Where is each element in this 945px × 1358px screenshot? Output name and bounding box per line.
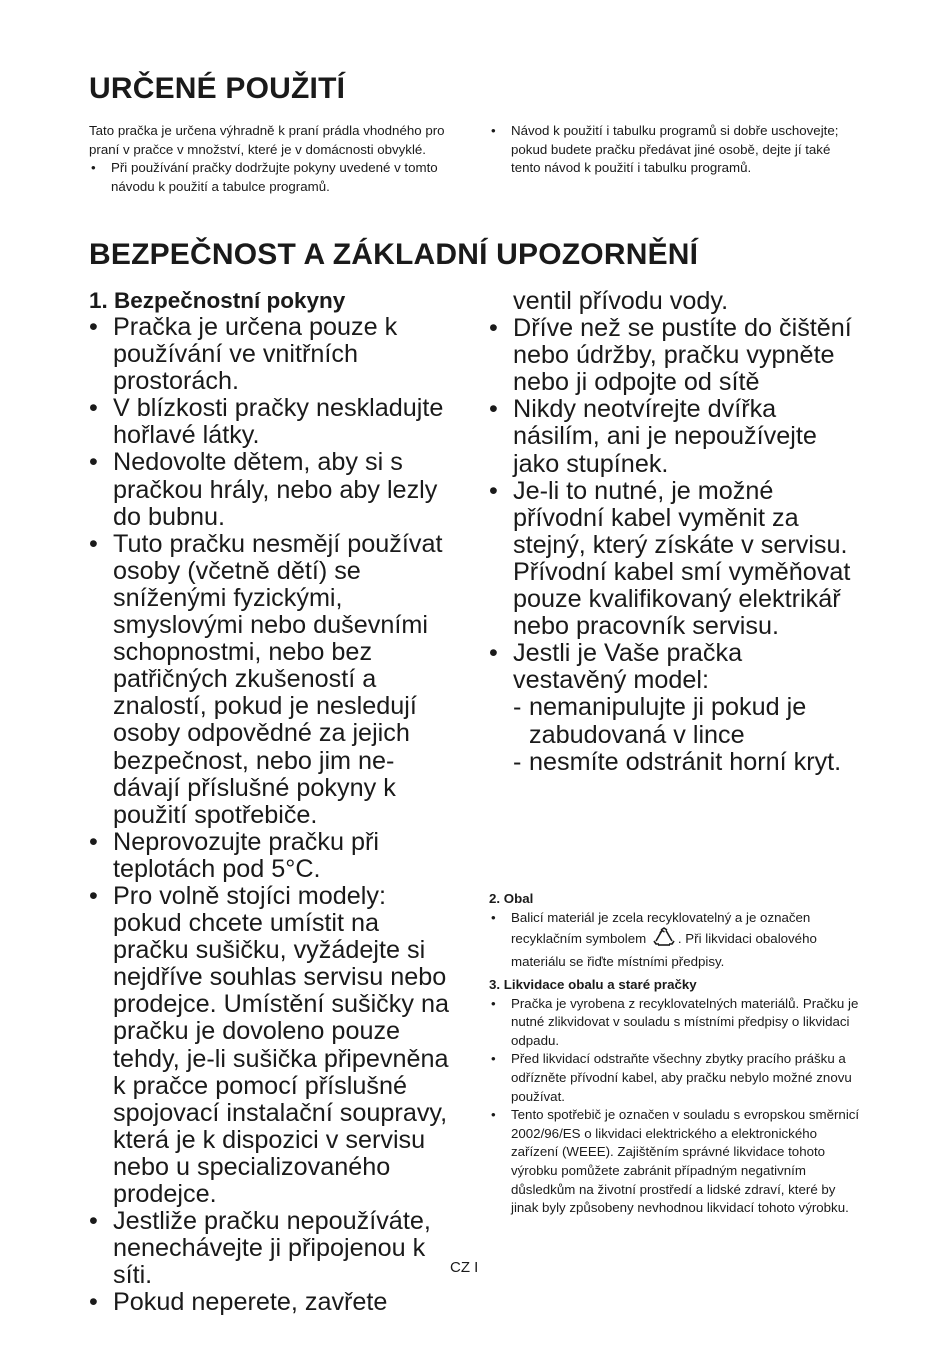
list-item xyxy=(489,909,861,972)
list-item: • Dříve než se pustíte do čištění nebo údržby, pračku vypněte nebo ji odpojte od sítě xyxy=(489,315,861,396)
safety-right-column xyxy=(489,288,861,776)
packaging-heading: 2. Obal xyxy=(489,891,534,906)
disposal-heading: 3. Likvidace obalu a staré pračky xyxy=(489,977,697,992)
title-urcene-pouziti: URČENÉ POUŽITÍ xyxy=(89,72,346,105)
list-item: • Nikdy neotvírejte dvířka násilím, ani je nepoužívejte jako stupínek. xyxy=(489,396,861,477)
list-item: • Je-li to nutné, je možné přívodní kabel vyměnit za stejný, který získáte v servisu. Přívodní kabel smí vyměňovat pouze kvalifikovaný elektrikář nebo pracovník servisu. xyxy=(489,478,861,641)
list-item: • Jestliže pračku nepoužíváte, nenechávejte ji připojenou k síti. xyxy=(89,1208,461,1289)
intended-use-right-bullet: • Návod k použití i tabulku programů si dobře uschovejte; pokud budete pračku předávat jiné osobě, dejte jí také tento návod k použití i tabulku programů. xyxy=(489,122,861,178)
list-item: • Tento spotřebič je označen v souladu s evropskou směrnicí 2002/96/ES o likvidaci elektrického a elektronického zařízení (WEEE). Zajištěním správné likvidace tohoto výrobku pomůžete zabránit případným negativním důsledkům na životní prostředí a lidské zdraví, které by jinak byly způsobeny nevhodnou likvidací tohoto výrobku. xyxy=(489,1106,861,1218)
intended-use-bullet: • Při používání pračky dodržujte pokyny uvedené v tomto návodu k použití a tabulce programů. xyxy=(89,159,461,196)
list-item: • Pokud neperete, zavřete xyxy=(89,1289,461,1316)
intended-use-left xyxy=(89,122,461,196)
packaging-section xyxy=(489,890,861,971)
list-item: • Neprovozujte pračku při teplotách pod 5°C. xyxy=(89,829,461,883)
list-item: • V blízkosti pračky neskladujte hořlavé látky. xyxy=(89,395,461,449)
list-item: • Jestli je Vaše pračka vestavěný model: xyxy=(489,640,861,694)
recycle-icon xyxy=(652,927,676,953)
safety-left-column xyxy=(89,287,461,1316)
dash-item: - nesmíte odstránit horní kryt. xyxy=(489,749,861,776)
continuation-text: ventil přívodu vody. xyxy=(513,287,729,315)
list-item: • Pro volně stojíci modely: pokud chcete umístit na pračku sušičku, vyžádejte si nejdříve souhlas servisu nebo prodejce. Umístění sušičky na pračku je dovoleno pouze tehdy, je-li sušička připevněna k pračce pomocí příslušné spojovací instalační soupravy, která je k dispozici v servisu nebo u specializovaného prodejce. xyxy=(89,883,461,1208)
list-item: • Před likvidací odstraňte všechny zbytky pracího prášku a odřízněte přívodní kabel, aby pračku nebylo možné znovu používat. xyxy=(489,1050,861,1106)
title-bezpecnost: BEZPEČNOST A ZÁKLADNÍ UPOZORNĚNÍ xyxy=(89,238,699,271)
list-item: • Tuto pračku nesmějí používat osoby (včetně dětí) se sníženými fyzickými, smyslovými nebo duševními schopnostmi, nebo bez patřičných zkušeností a znalostí, pokud je nesledují osoby odpovědné za jejich bezpečnost, nebo jim ne-dávají příslušné pokyny k použití spotřebiče. xyxy=(89,531,461,829)
intended-use-right xyxy=(489,122,861,178)
list-item: • Nedovolte dětem, aby si s pračkou hrály, nebo aby lezly do bubnu. xyxy=(89,449,461,530)
packaging-text-after: . Při likvidaci obalového materiálu se řiďte místními předpisy. xyxy=(511,931,817,969)
list-item: • Pračka je určena pouze k používání ve vnitřních prostorách. xyxy=(89,314,461,395)
list-item: • Pračka je vyrobena z recyklovatelných materiálů. Pračku je nutné zlikvidovat v souladu s místními předpisy o likvidaci odpadu. xyxy=(489,995,861,1051)
disposal-section xyxy=(489,976,861,1218)
page-number: CZ I xyxy=(450,1259,479,1276)
safety-subheading: 1. Bezpečnostní pokyny xyxy=(89,288,346,313)
dash-item: - nemanipulujte ji pokud je zabudovaná v lince xyxy=(489,694,861,748)
intended-use-intro: Tato pračka je určena výhradně k praní prádla vhodného pro praní v pračce v množství, které je v domácnosti obvyklé. xyxy=(89,123,445,157)
packaging-text-before: Balicí materiál je zcela recyklovatelný a je označen recyklačním symbolem xyxy=(511,909,811,947)
